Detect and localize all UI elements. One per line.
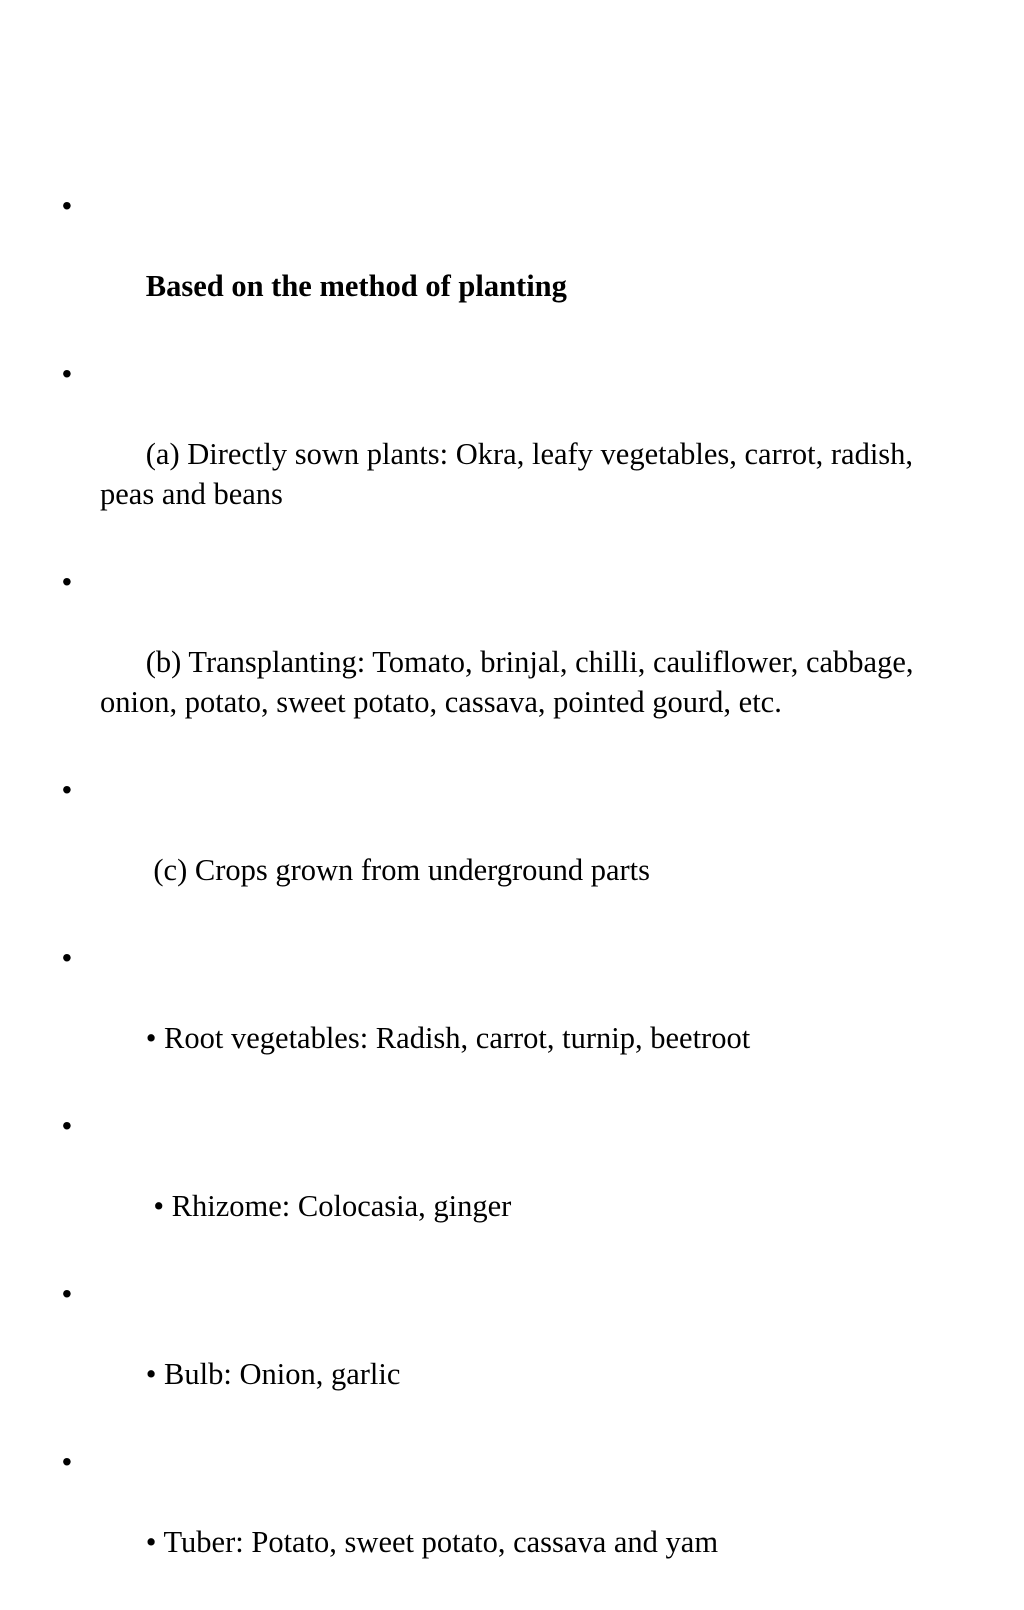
- list-item-text: • Rhizome: Colocasia, ginger: [145, 1189, 512, 1223]
- list-item-text: • Root vegetables: Radish, carrot, turnip, beetroot: [145, 1021, 751, 1055]
- bullet-icon: •: [62, 566, 72, 597]
- list-item-text: • Tuber: Potato, sweet potato, cassava and yam: [145, 1525, 719, 1559]
- list-item: [62, 938, 962, 1098]
- list-item: [62, 1106, 962, 1266]
- bullet-icon: •: [62, 190, 72, 221]
- list-item: [62, 354, 962, 554]
- list-item-text: (c) Crops grown from underground parts: [145, 853, 651, 887]
- list-item: [62, 562, 962, 762]
- bullet-icon: •: [62, 1278, 72, 1309]
- bullet-icon: •: [62, 942, 72, 973]
- list-item-text: Based on the method of planting: [145, 269, 567, 303]
- list-item-heading: [62, 186, 962, 346]
- list-item-text: (b) Transplanting: Tomato, brinjal, chilli, cauliflower, cabbage, onion, potato, sweet potato, cassava, pointed gourd, etc.: [100, 645, 922, 719]
- bullet-list: [62, 186, 962, 1610]
- list-item-text: (a) Directly sown plants: Okra, leafy vegetables, carrot, radish, peas and beans: [100, 437, 921, 511]
- bullet-icon: •: [62, 1110, 72, 1141]
- list-item-text: • Bulb: Onion, garlic: [145, 1357, 401, 1391]
- bullet-icon: •: [62, 774, 72, 805]
- list-item: [62, 1442, 962, 1602]
- bullet-icon: •: [62, 1446, 72, 1477]
- list-item: [62, 770, 962, 930]
- bullet-icon: •: [62, 358, 72, 389]
- list-item: [62, 1274, 962, 1434]
